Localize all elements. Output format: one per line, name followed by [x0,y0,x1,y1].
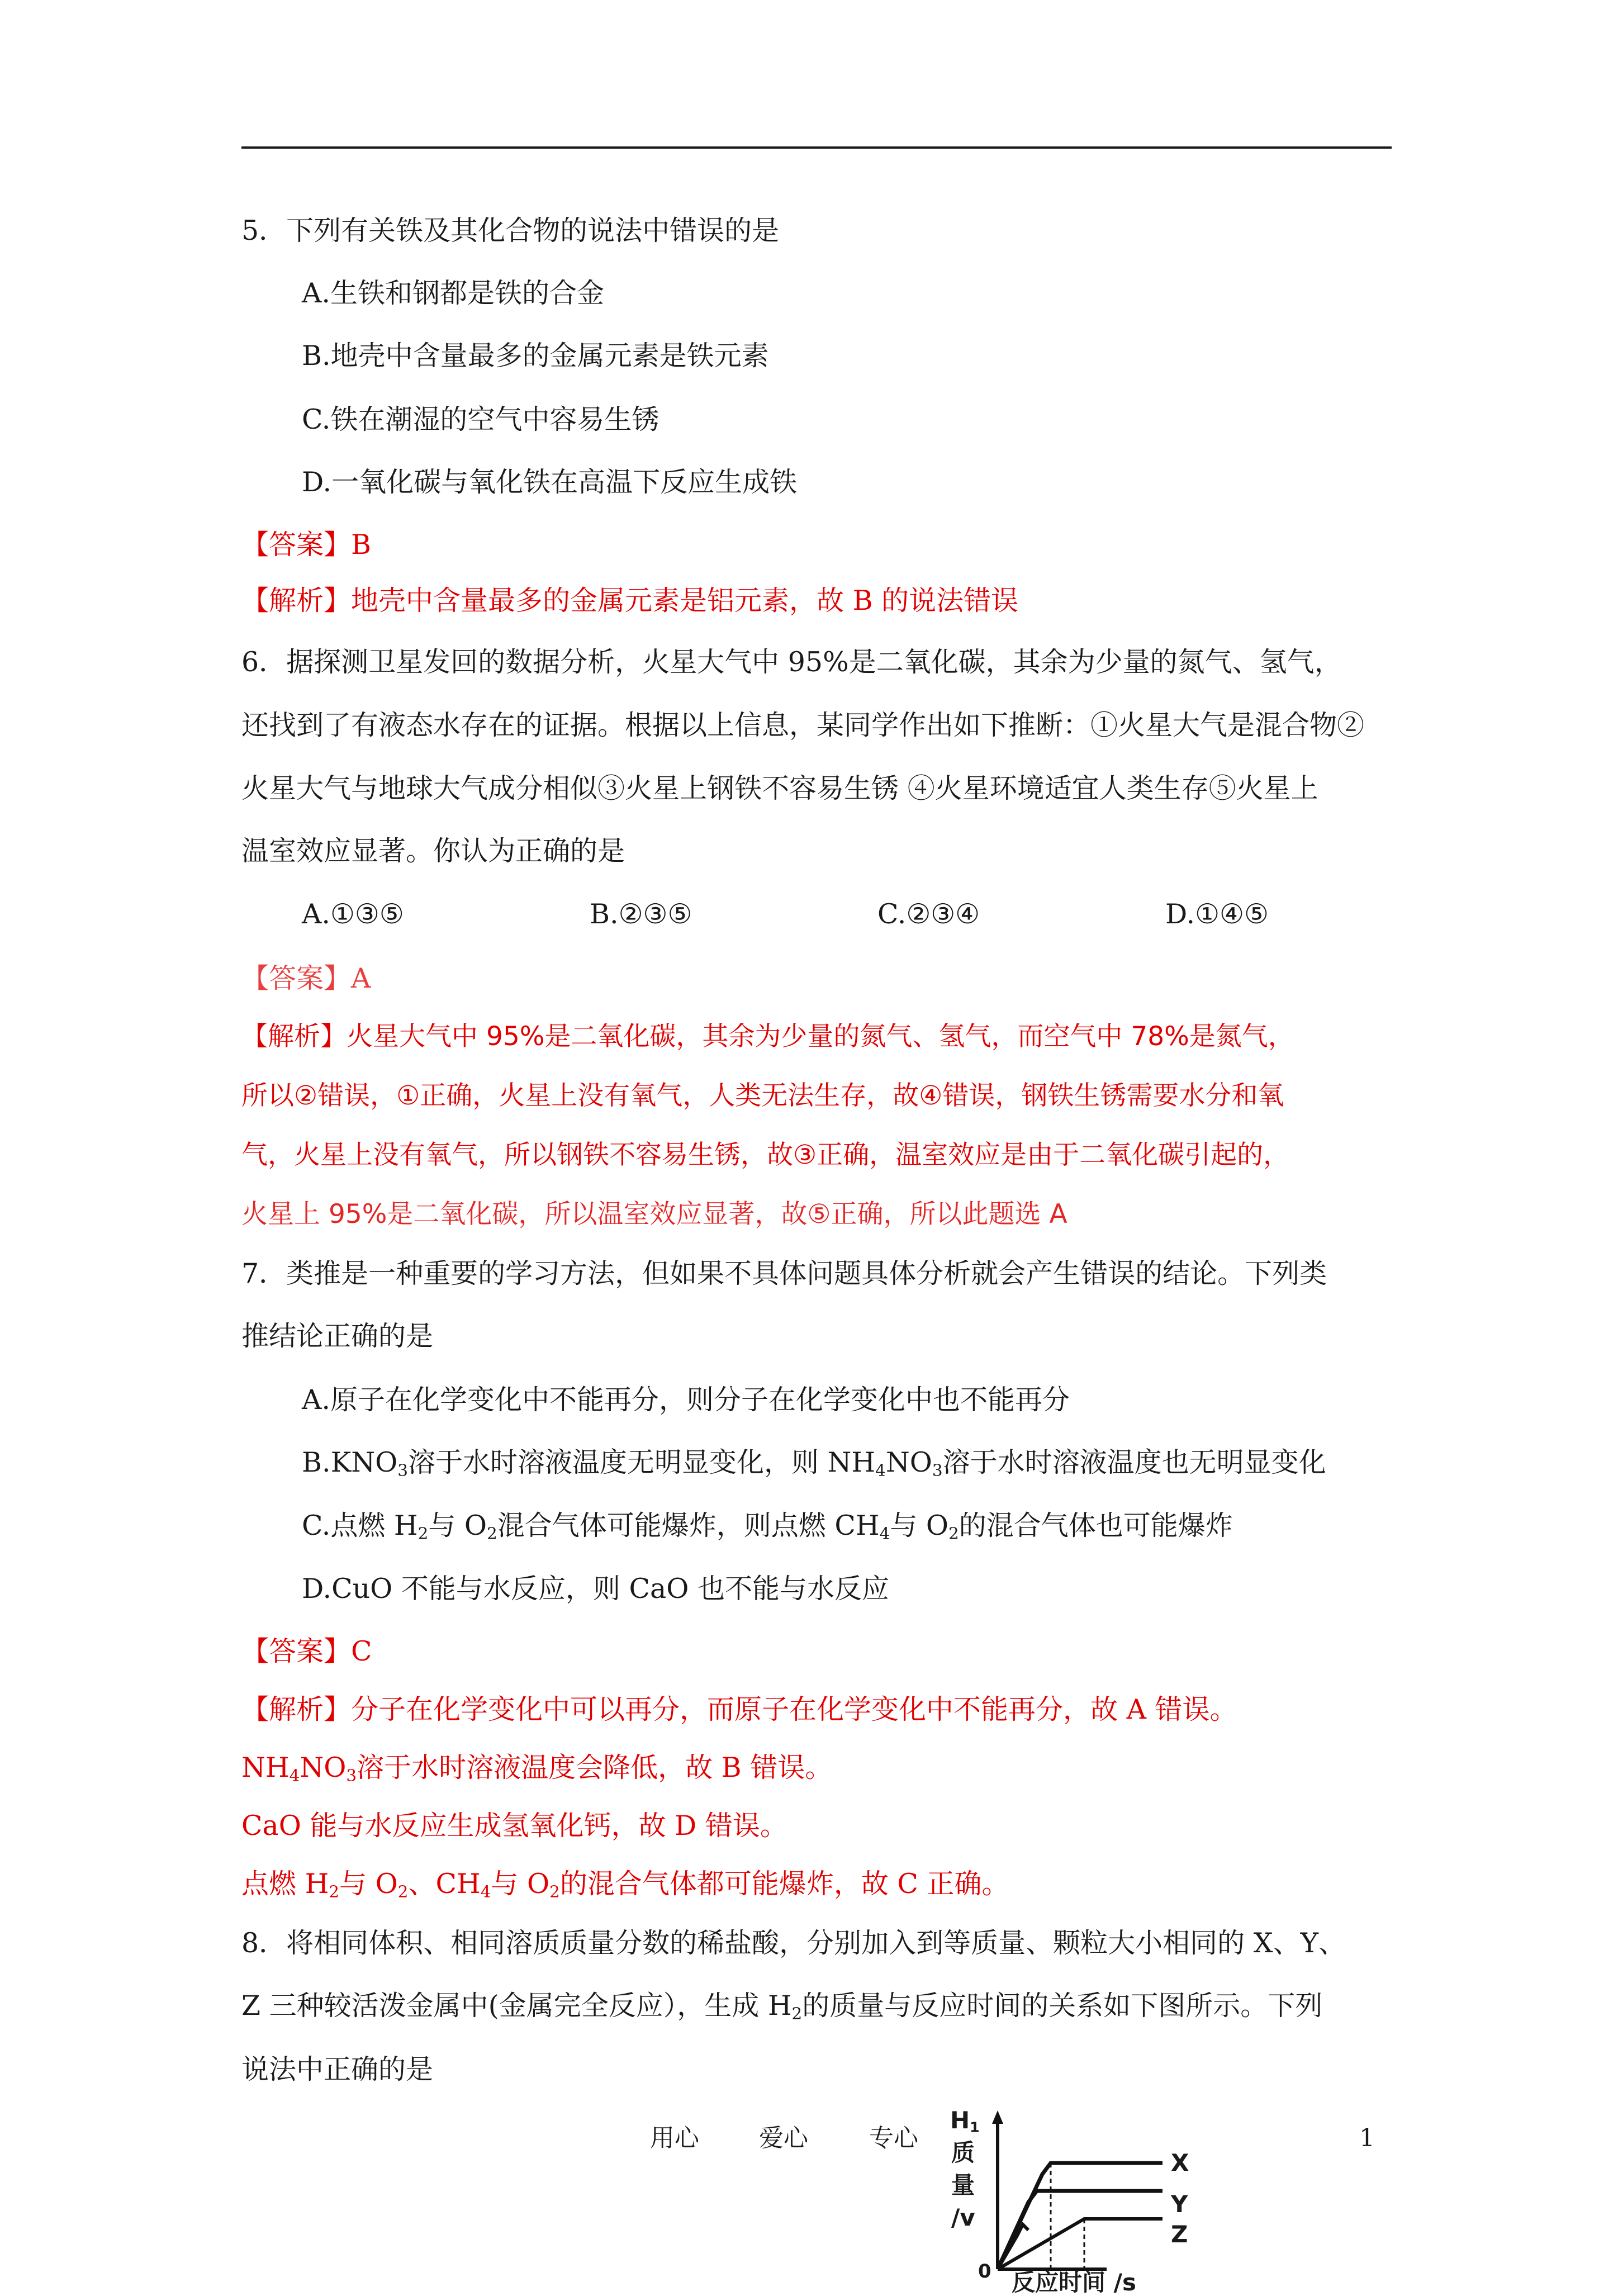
q7-stem-line1: 7．类推是一种重要的学习方法，但如果不具体问题具体分析就会产生错误的结论。下列类 [241,1258,1327,1289]
q7-option-d: D.CuO 不能与水反应，则 CaO 也不能与水反应 [302,1573,889,1605]
q5-option-c: C.铁在潮湿的空气中容易生锈 [302,404,659,435]
y-axis-arrow [992,2110,1003,2124]
reaction-graph [939,2107,1230,2296]
y-label-h: $H_1$ [950,2107,980,2136]
footer-item-1: 用心 [650,2124,699,2152]
q7-analysis-line4: 点燃 $H_2$与 $O_2$、$CH_4$与 $O_2$的混合气体都可能爆炸，故 C 正确。 [241,1868,1009,1901]
q6-answer: 【答案】A [241,962,371,994]
q5-option-b: B.地壳中含量最多的金属元素是铁元素 [302,340,769,372]
q6-stem-line3: 火星大气与地球大气成分相似③火星上钢铁不容易生锈 ④火星环境适宜人类生存⑤火星上 [241,772,1318,804]
q8-stem-line3: 说法中正确的是 [241,2053,434,2085]
y-label-zhi: 质 [951,2139,975,2166]
q7-option-a: A.原子在化学变化中不能再分，则分子在化学变化中也不能再分 [302,1384,1070,1416]
q6-option-d: D.①④⑤ [1165,898,1269,930]
q7-option-b: $B.KNO_3$溶于水时溶液温度无明显变化，则 $NH_4NO_3$溶于水时溶液温度也无明显变化 [302,1446,1326,1480]
q5-analysis: 【解析】地壳中含量最多的金属元素是铝元素，故 B 的说法错误 [241,585,1019,616]
q5-option-d: D.一氧化碳与氧化铁在高温下反应生成铁 [302,466,798,498]
q5-stem: 5．下列有关铁及其化合物的说法中错误的是 [241,215,780,246]
series-y-label: Y [1171,2190,1188,2218]
q5-option-a: A.生铁和钢都是铁的合金 [302,277,604,309]
q8-stem-line2: Z 三种较活泼金属中(金属完全反应），生成 $H_2$的质量与反应时间的关系如下图所示。下列 [241,1990,1323,2023]
q6-analysis-line4: 火星上 95%是二氧化碳，所以温室效应显著，故⑤正确，所以此题选 A [241,1199,1067,1230]
q7-analysis-line1: 【解析】分子在化学变化中可以再分，而原子在化学变化中不能再分，故 A 错误。 [241,1693,1237,1725]
q5-answer: 【答案】B [241,529,372,561]
q6-stem-line1: 6．据探测卫星发回的数据分析，火星大气中 95%是二氧化碳，其余为少量的氮气、氢气， [241,646,1342,678]
footer-item-3: 专心 [869,2124,918,2152]
q6-analysis-line2: 所以②错误，①正确，火星上没有氧气，人类无法生存，故④错误，钢铁生锈需要水分和氧 [241,1080,1284,1111]
page-number: 1 [1359,2124,1375,2152]
series-y-line [998,2191,1163,2269]
q6-analysis-line3: 气，火星上没有氧气，所以钢铁不容易生锈，故③正确，温室效应是由于二氧化碳引起的， [241,1140,1290,1170]
q6-stem-line4: 温室效应显著。你认为正确的是 [241,835,625,867]
q7-analysis-line2: $NH_4NO_3$溶于水时溶液温度会降低，故 B 错误。 [241,1752,833,1785]
series-x-label: X [1171,2149,1189,2176]
q6-option-a: A.①③⑤ [302,898,404,930]
q6-analysis-line1: 【解析】火星大气中 95%是二氧化碳，其余为少量的氮气、氢气，而空气中 78%是氮气， [241,1021,1294,1052]
q7-analysis-line3: CaO 能与水反应生成氢氧化钙，故 D 错误。 [241,1810,787,1842]
q7-stem-line2: 推结论正确的是 [241,1320,434,1352]
q8-stem-line1: 8．将相同体积、相同溶质质量分数的稀盐酸，分别加入到等质量、颗粒大小相同的 X、Y、 [241,1927,1346,1959]
footer-item-2: 爱心 [759,2124,808,2152]
header-rule [241,146,1392,149]
series-z-label: Z [1171,2221,1188,2248]
q7-option-c: C.点燃 $H_2$与 $O_2$混合气体可能爆炸，则点燃 $CH_4$与 $O_2$的混合气体也可能爆炸 [302,1510,1233,1543]
origin-label: 0 [978,2260,991,2283]
q6-option-c: C.②③④ [877,898,980,930]
q6-option-b: B.②③⑤ [590,898,692,930]
q6-stem-line2: 还找到了有液态水存在的证据。根据以上信息，某同学作出如下推断：①火星大气是混合物② [241,709,1365,741]
x-axis-label: 反应时间 /s [1012,2269,1136,2296]
q7-answer: 【答案】C [241,1635,372,1667]
y-label-liang: 量 [951,2171,975,2199]
y-label-unit: /v [951,2204,975,2231]
